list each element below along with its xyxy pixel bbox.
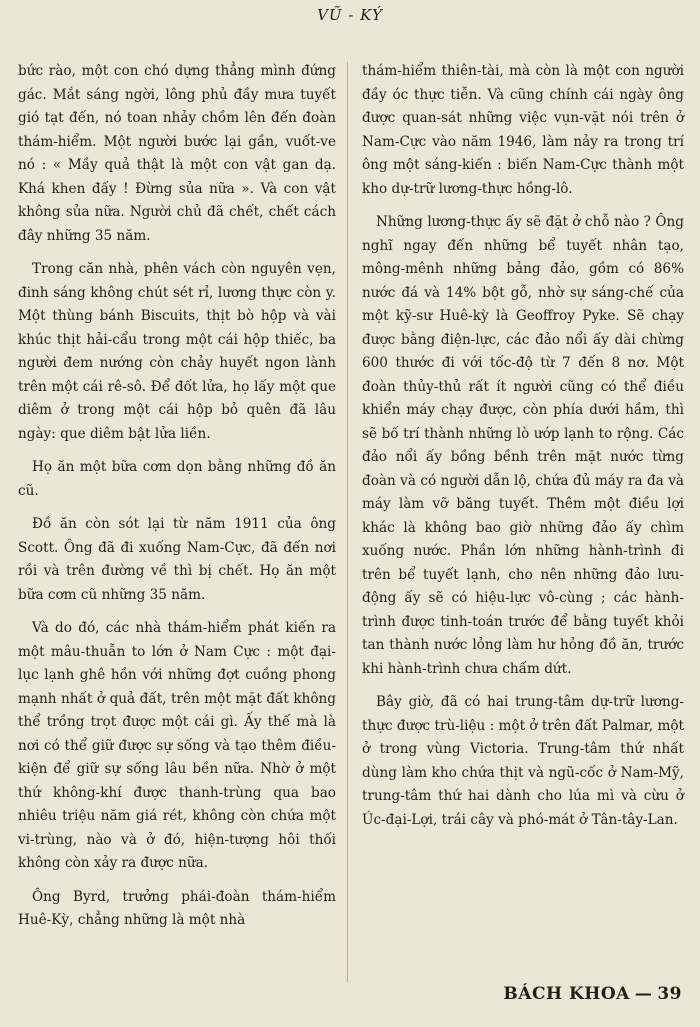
page-number: 39 <box>657 984 682 1004</box>
paragraph: Đồ ăn còn sót lại từ năm 1911 của ông Scott. Ông đã đi xuống Nam-Cực, đã đến nơi rồi và trên đường về thì bị chết. Họ ăn một bữa cơm cũ những 35 năm. <box>18 516 336 603</box>
paragraph: Bây giờ, đã có hai trung-tâm dự-trữ lương-thực được trù-liệu : một ở trên đất Palmar, một ở trong vùng Victoria. Trung-tâm thứ nhất dùng làm kho chứa thịt và ngũ-cốc ở Nam-Mỹ, trung-tâm thứ hai dành cho lúa mì và cừu ở Úc-đại-Lợi, trái cây và phó-mát ở Tân-tây-Lan. <box>362 694 684 828</box>
paragraph: bức rào, một con chó dựng thẳng mình đứng gác. Mắt sáng ngời, lông phủ đầy mưa tuyết gió tạt đến, nó toan nhảy chồm lên đến đoàn thám-hiểm. Một người bước lại gần, vuốt-ve nó : « Mầy quả thật là một con vật gan dạ. Khá khen đấy ! Đừng sủa nữa ». Và con vật không sủa nữa. Người chủ đã chết, chết cách đây những 35 năm. <box>18 63 336 244</box>
left-column <box>18 60 336 943</box>
magazine-name: BÁCH KHOA <box>503 984 630 1004</box>
page-header: VŨ - KÝ <box>317 6 383 24</box>
footer-separator: — <box>634 984 653 1004</box>
paragraph: thám-hiểm thiên-tài, mà còn là một con người đầy óc thực tiễn. Và cũng chính cái ngày ông được quan-sát những việc vụn-vặt nói trên ở Nam-Cực vào năm 1946, làm nảy ra trong trí ông một sáng-kiến : biến Nam-Cực thành một kho dự-trữ lương-thực hồng-lô. <box>362 63 684 197</box>
paragraph: Và do đó, các nhà thám-hiểm phát kiến ra một mâu-thuẫn to lớn ở Nam Cực : một đại-lục lạnh ghê hồn với những đợt cuồng phong mạnh nhất ở quả đất, trên một mặt đất không thể trồng trọt được một cái gì. Ấy thế mà là nơi có thể giữ được sự sống và tạo thêm điều-kiện để giữ sự sống lâu bền nữa. Nhờ ở một thứ không-khí được thanh-trùng qua bao nhiêu triệu năm giá rét, không còn chứa một vi-trùng, nào và ở đó, hiện-tượng hôi thối không còn xảy ra được nữa. <box>18 620 336 871</box>
right-column <box>362 60 684 842</box>
paragraph: Ông Byrd, trưởng phái-đoàn thám-hiểm Huê-Kỳ, chẳng những là một nhà <box>18 888 336 928</box>
paragraph: Trong căn nhà, phên vách còn nguyên vẹn, đinh sáng không chút sét rỉ, lương thực còn y. Một thùng bánh Biscuits, thịt bò hộp và vài khúc thịt hải-cẩu trong một cái hộp thiếc, ba người đem nướng còn chảy huyết ngon lành trên một cái rê-sô. Để đốt lửa, họ lấy một que diêm ở trong một cái hộp bỏ quên đã lâu ngày: que diêm bật lửa liền. <box>18 261 336 442</box>
paragraph: Họ ăn một bữa cơm dọn bằng những đồ ăn cũ. <box>18 459 336 499</box>
page-footer <box>503 984 682 1004</box>
column-divider <box>347 62 348 982</box>
paragraph: Những lương-thực ấy sẽ đặt ở chỗ nào ? Ông nghĩ ngay đến những bể tuyết nhân tạo, mông-mênh những bảng đảo, gồm có 86% nước đá và 14% bột gỗ, nhờ sự sáng-chế của một kỹ-sư Huê-kỳ là Geoffroy Pyke. Sẽ chạy được bằng điện-lực, các đảo nổi ấy dài chừng 600 thước đi với tốc-độ từ 7 đến 8 nơ. Một đoàn thủy-thủ rất ít người cũng có thể điều khiển máy chạy được, còn phía dưới hầm, thì sẽ bố trí thành những lò ướp lạnh to rộng. Các đảo nổi ấy bồng bềnh trên mặt nước từng đoàn và có người dẫn lộ, chứa đủ máy ra đa và máy làm vỡ băng tuyết. Thêm một điều lợi khác là không bao giờ những đảo ấy chìm xuống nước. Phần lớn những hành-trình đi trên bể tuyết lạnh, cho nên những đảo lưu-động ấy sẽ có hiệu-lực vô-cùng ; các hành-trình được tinh-toán trước để bằng tuyết khỏi tan thành nước lỏng làm hư hỏng đồ ăn, trước khi hành-trình chưa chấm dứt. <box>362 214 684 677</box>
